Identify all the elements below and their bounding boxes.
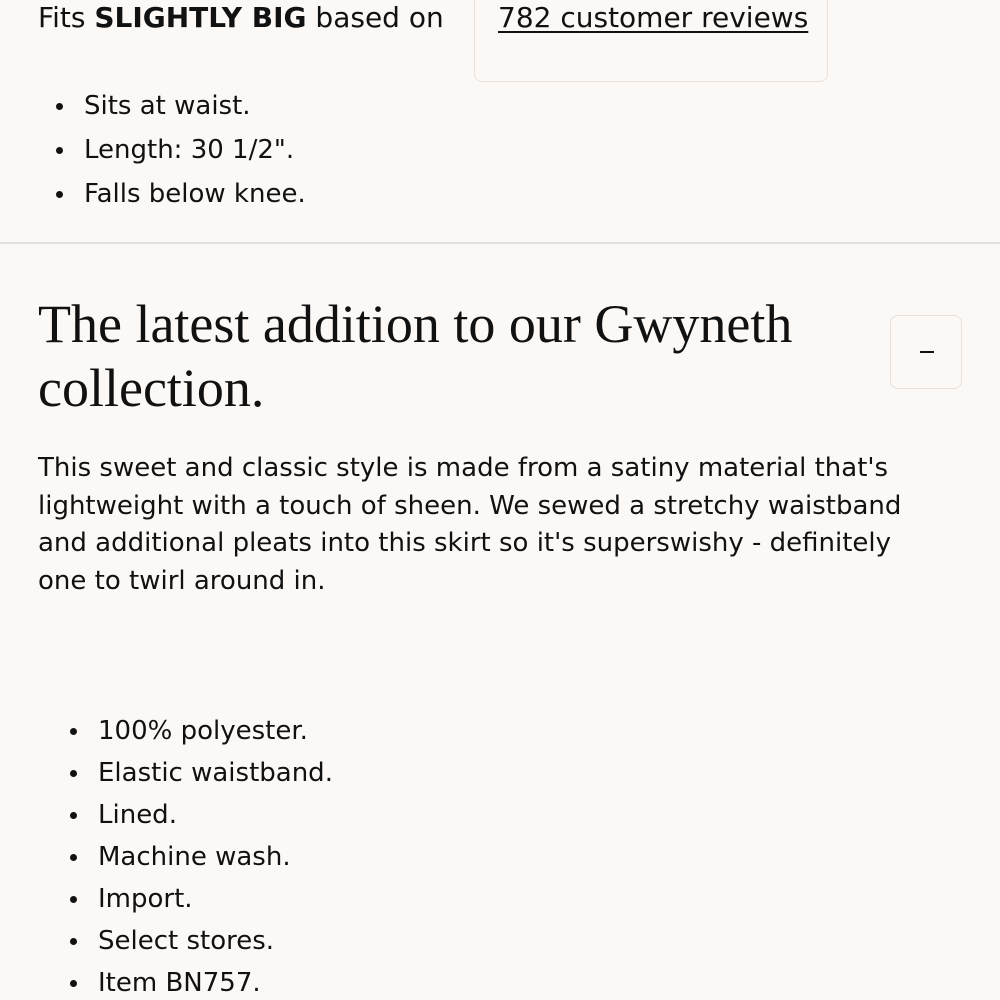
- section-heading: The latest addition to our Gwyneth collection.: [38, 294, 793, 418]
- list-item: Falls below knee.: [52, 172, 306, 216]
- list-item: Import.: [66, 878, 333, 920]
- minus-icon: [920, 351, 934, 353]
- fit-emphasis: SLIGHTLY BIG: [94, 1, 307, 34]
- list-item: Select stores.: [66, 920, 333, 962]
- list-item: Lined.: [66, 794, 333, 836]
- list-item: Sits at waist.: [52, 84, 306, 128]
- fit-details-list: [52, 84, 306, 216]
- list-item: Machine wash.: [66, 836, 333, 878]
- product-description: This sweet and classic style is made from a satiny material that's lightweight with a touch of sheen. We sewed a stretchy waistband and additional pleats into this skirt so it's superswishy - definitely one to twirl around in.: [38, 453, 902, 596]
- customer-reviews-link[interactable]: 782 customer reviews: [498, 1, 809, 34]
- collapse-toggle-button[interactable]: [890, 315, 962, 389]
- fit-prefix: Fits: [38, 1, 86, 34]
- list-item: Item BN757.: [66, 962, 333, 1000]
- fit-summary: [38, 0, 444, 36]
- product-details-list: [66, 710, 333, 1000]
- list-item: Length: 30 1/2".: [52, 128, 306, 172]
- section-divider: [0, 242, 1000, 244]
- list-item: Elastic waistband.: [66, 752, 333, 794]
- fit-suffix: based on: [315, 1, 444, 34]
- list-item: 100% polyester.: [66, 710, 333, 752]
